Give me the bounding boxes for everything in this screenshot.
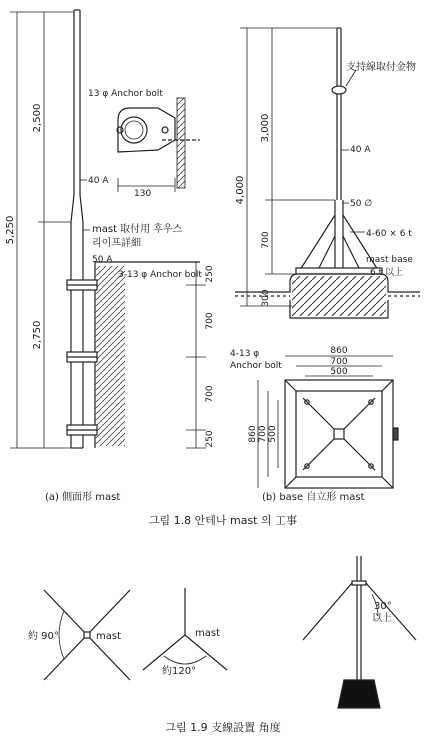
side-angle-label-1: 30°	[374, 601, 392, 612]
anchor-bolt-3-13-label: 3-13 φ Anchor bolt	[118, 270, 202, 280]
dim-700-b-label: 700	[205, 385, 215, 403]
right-dimensions-a	[186, 262, 206, 448]
side-angle-label-2: 以上	[372, 613, 392, 624]
figure-1-8-caption: 그림 1.8 안테나 mast 의 工事	[148, 514, 298, 527]
dimensions-b	[240, 28, 337, 306]
wall-post	[95, 262, 200, 448]
dim-700-b-label: 700	[261, 231, 271, 249]
dim-2750-label: 2,750	[32, 320, 43, 350]
plan-860-label: 860	[330, 346, 348, 356]
clamp-detail	[117, 98, 200, 192]
plan-anchor-label-1: 4-13 φ	[230, 349, 260, 359]
dim-300-label: 300	[261, 289, 271, 307]
plan-anchor-label-2: Anchor bolt	[230, 361, 282, 371]
dim-3000-label: 3,000	[260, 113, 271, 143]
caption-b: (b) base 自立形 mast	[262, 492, 365, 503]
side-guy-diagram	[303, 556, 416, 708]
dim-50-label: 50 ∅	[350, 199, 373, 209]
plan-700-label: 700	[330, 357, 348, 367]
dim-250-top-label: 250	[205, 265, 215, 283]
plan-700-v-label: 700	[258, 425, 268, 443]
mast-base-label-1: mast base	[366, 255, 413, 265]
dim-130-label: 130	[134, 189, 152, 199]
anchor-bolt-13-label: 13 φ Anchor bolt	[88, 89, 163, 99]
diagram-b-base-mast	[230, 28, 420, 503]
dim-4000-label: 4,000	[235, 175, 246, 205]
mast-upper-section	[74, 10, 80, 195]
mast-taper	[71, 195, 83, 222]
guy-angle-diagrams	[28, 556, 416, 708]
dim-50a-label: 50 A	[92, 255, 113, 265]
guy-fitting-ring	[332, 86, 346, 94]
plan-500-label: 500	[330, 367, 348, 377]
mast-base-brace	[296, 215, 382, 274]
figure-1-9-caption: 그림 1.9 支線設置 角度	[165, 721, 281, 734]
mast-base-label-2: 6 t 以上	[370, 268, 403, 278]
dim-5250-label: 5,250	[5, 215, 16, 245]
dim-250-bottom-label: 250	[205, 430, 215, 448]
dim-40a-label: 40 A	[88, 176, 109, 186]
mast-fitting-label-1: mast 取付用 후우스	[92, 224, 183, 235]
diagram-a-side-mast	[5, 10, 215, 503]
mast-lower-section	[71, 222, 83, 448]
plan-500-v-label: 500	[268, 425, 278, 443]
y-mast-label: mast	[195, 628, 220, 639]
guy-fitting-label: 支持線取付金物	[346, 62, 416, 73]
cross-angle-label: 約 90°	[28, 631, 59, 642]
caption-a: (a) 側面形 mast	[45, 492, 121, 503]
cross-mast-label: mast	[96, 631, 121, 642]
y-angle-label: 約120°	[162, 666, 197, 677]
left-dimensions	[10, 12, 74, 448]
dim-2500-label: 2,500	[32, 103, 43, 133]
base-plan-view	[285, 380, 398, 488]
mast-fitting-label-2: 리이프詳細	[92, 238, 141, 249]
plate-label: 4-60 × 6 t	[366, 229, 412, 239]
dim-40a-b-label: 40 A	[350, 145, 371, 155]
plan-860-v-label: 860	[248, 425, 258, 443]
mast-b	[335, 28, 343, 274]
dim-700-a-label: 700	[205, 312, 215, 330]
